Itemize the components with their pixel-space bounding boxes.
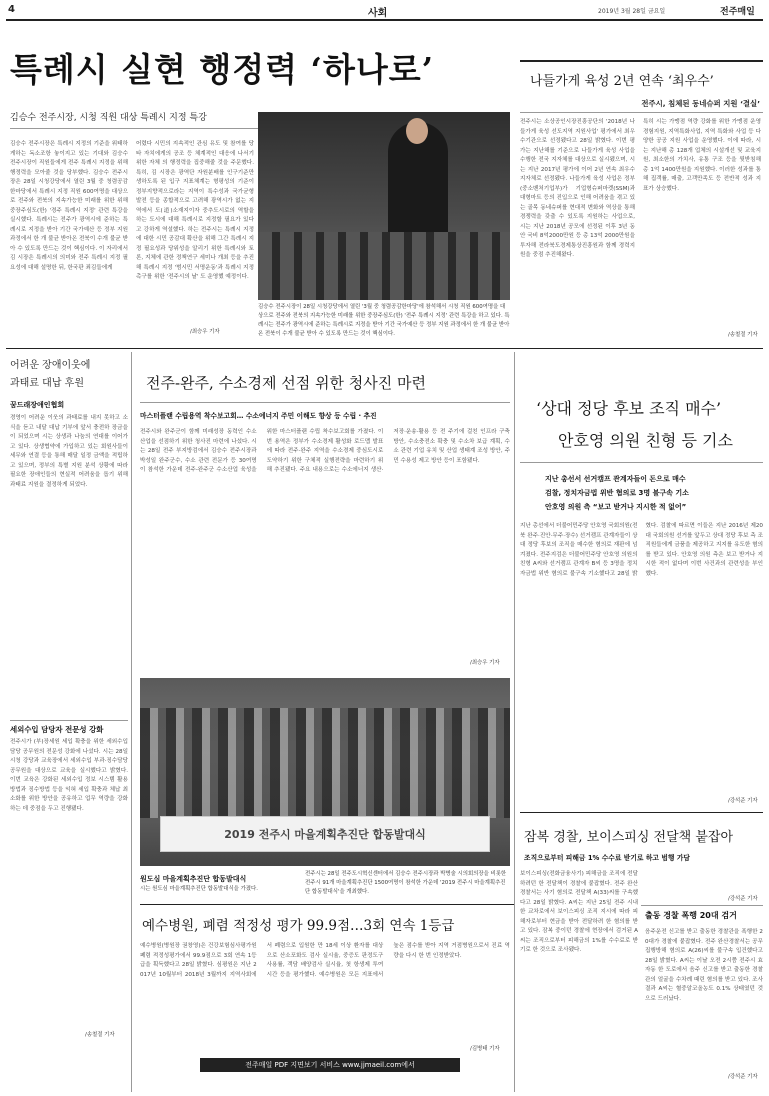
center-head-rule — [140, 402, 510, 403]
page-number: 4 — [8, 4, 15, 15]
center-headline: 전주-완주, 수소경제 선점 위한 청사진 마련 — [146, 374, 427, 392]
right-mid-headline-1: ‘상대 정당 후보 조직 매수’ — [536, 399, 722, 418]
row1-rule — [6, 348, 763, 349]
banner-sign — [160, 816, 490, 852]
right-low2-body: 음주운전 신고를 받고 출동한 경찰관을 폭행한 20대가 경찰에 붙잡혔다. 전주 완산경찰서는 공무집행방해 혐의로 A(26)씨를 불구속 입건했다고 28일 밝혔다. A씨는 이날 오전 2시쯤 전주시 효자동 한 도로에서 음주 신고를 받고 출동한 경찰관의 얼굴을 수차례 때린 혐의를 받고 있다. 조사 결과 A씨는 혈중알코올농도 0.1% 상태였던 것으로 드러났다. — [645, 929, 763, 1002]
right-low-headline: 잠복 경찰, 보이스피싱 전달책 붙잡아 — [524, 830, 734, 845]
bottom-top-rule — [140, 904, 514, 905]
left-headline-1: 어려운 장애이웃에 — [10, 360, 91, 371]
left-col-divider — [131, 352, 132, 1092]
right-mid-deck-3: 안호영 의원 측 “보고 받거나 지시한 적 없어” — [545, 503, 687, 511]
right-low2-headline: 출동 경찰 폭행 20대 검거 — [645, 911, 737, 920]
bottom-byline: /김병태 기자 — [470, 1046, 500, 1052]
crowd-top — [140, 708, 510, 818]
lead-byline: /최승우 기자 — [190, 329, 220, 335]
paper-name: 전주매일 — [720, 7, 755, 17]
right-mid-byline: /강석준 기자 — [728, 798, 758, 804]
center-body: 전주시와 완주군이 함께 미래성장 동력인 수소산업을 선점하기 위한 청사진 마련에 나섰다. 시는 28일 전주 부지방검에서 김승수 전주시장과 박성일 완주군수, 수소 관련 전문가 등 30여명이 참석한 가운데 전주-완주군 수소산업 육성을 위한 마스터플랜 수립 착수보고회를 가졌다. 이번 용역은 정부가 수소경제 활성화 로드맵 발표에 따라 전주·완주 지역을 수소경제 중심도시로 도약하기 위한 구체적 실행전략을 마련하기 위해 추진됐다. 주요 내용으로는 수소에너지 생산·저장·운송·활용 등 전 주기에 걸친 인프라 구축 방안, 수소충전소 확충 및 수소차 보급 계획, 수소 관련 기업 유치 및 산업 생태계 조성 방안, 주민 수용성 제고 방안 등이 포함됐다. — [140, 429, 510, 473]
left-body-2: 전주시가 (부)장세원 세입 확충을 위한 세외수입 담당 공무원의 전문성 강화에 나섰다. 시는 28일 시청 강당과 교육장에서 세외수입 부과·징수담당 공무원을 대상으로 교육을 실시했다고 밝혔다. 이번 교육은 강화된 세외수입 정보 시스템 활용방법과 징수방법 등을 익혀 세입 확충과 체납 최소화를 위한 방안을 공유하고 업무 역량을 강화하는 데 중점을 두고 진행됐다. — [10, 739, 128, 812]
lead-body-col1: 김승수 전주시장은 특례시 지정의 기준을 위태하게하는 독소조항 놓이지고 있는 기대와 김승수 전주시장이 직원들에게 전주 특례시 지정을 위해 행정력을 모아줄 것을 당부했다. 김승수 전주시장은 28일 시청강당에서 열린 3월 중 청렴공감한마당에서 특례시 지정 직원 600여명을 대상으로 전주와 전북의 지속가능한 미래를 위한 위해 중장주심도(한) '경주 특례시 지정' 관련 특강을 실시했다. 특례시는 전주가 광역시에 준하는 특례시로 지정을 받아 기간 국가예산 등 정부 지원 과정에서 한 개 불균 받아온 전북이 수개 불균 받아 수 있도록 만드는 것이 핵심이다. 이 자리에서 김 시장은 특례시의 의미와 전주 특례시 지정 필요성에 대해 설명한 뒤, 한국판 죄김들에게 — [10, 141, 128, 271]
lead-photo-caption: 김승수 전주시장이 28일 시청강당에서 열린 '3월 중 청렴공감한마당'에 참석해서 시청 직원 600여명을 대상으로 전주와 전북의 지속가능한 미래를 위한 중장주심도(한) '전주 특례시 지정' 관련 특강을 하고 있다. 특례시는 전주가 광역시에 준하는 특례시로 지정을 받아 기간 국가예산 등 정부 지원 과정에서 한 개 불균 받아온 전북이 수개 불균 받아 수 있도록 만드는 것이 핵심이다. — [258, 304, 510, 337]
left-mid-rule — [10, 720, 128, 721]
right-low-body: 보이스피싱(전화금융사기) 피해금을 조직에 전달하려던 한 전달책이 경찰에 붙잡혔다. 전주 완산경찰서는 사기 혐의로 전달책 A(33)씨를 구속했다고 28일 밝혔다. A씨는 지난 25일 전주 시내 한 교차로에서 보이스피싱 조직 지시에 따라 피해자로부터 현금을 받아 전달하려 한 혐의를 받고 있다. 잠복 중이던 경찰에 현장에서 검거된 A씨는 조직으로부터 피해금의 1%를 수수료로 받기로 한 것으로 조사됐다. — [520, 871, 638, 953]
section-name: 사회 — [368, 8, 388, 19]
bottom-headline: 예수병원, 폐렴 적정성 평가 99.9점…3회 연속 1등급 — [142, 918, 455, 934]
right-low2-byline: /강석준 기자 — [728, 1074, 758, 1080]
right-mid-body: 지난 총선에서 더불어민주당 안호영 국회의원(전북 완주·진안·무주·장수) 선거캠프 관계자들이 상대 정당 후보의 조직을 매수한 혐의로 재판에 넘겨졌다. 전주지검은 더불어민주당 안호영 의원의 친형 A씨와 선거캠프 관계자 B씨 등 3명을 정치자금법 위반 혐의로 불구속 기소했다고 28일 밝혔다. 검찰에 따르면 이들은 지난 2016년 제20대 국회의원 선거를 앞두고 상대 정당 후보 측 조직원들에게 금품을 제공하고 지지를 유도한 혐의를 받고 있다. 안호영 의원 측은 보고 받거나 지시한 적이 없다며 이번 사건과의 관련성을 부인했다. — [520, 523, 763, 577]
right-low-byline: /강석준 기자 — [728, 896, 758, 902]
lead-subtitle: 김승수 전주시장, 시청 직원 대상 특례시 지정 특강 — [10, 113, 207, 123]
right-top-subtitle: 전주시, 침체된 동네슈퍼 지원 ‘결실’ — [641, 99, 760, 108]
center-photo-caption-sub: 시는 원도심 마을계획추진단 합동발대식을 가졌다. — [140, 886, 258, 892]
left-headline-3: 세외수입 담당자 전문성 강화 — [10, 725, 104, 734]
right-low-top-rule — [520, 812, 763, 813]
right-top-body-col1: 전주시는 소상공인시장진흥공단의 '2018년 나들가게 육성 선도지역 지원사업' 평가에서 최우수기관으로 선정됐다고 28일 밝혔다. 이번 평가는 지난해를 기준으로 나들가게 육성 사업을 수행한 전국 지자체를 대상으로 실시됐으며, 시는 지난 2017년 평가에 이어 2년 연속 최우수 지자체로 선정됐다. 나들가게 육성 사업은 정부(중소벤처기업부)가 기업형슈퍼마켓(SSM)과 대형마트 등의 진입으로 인해 어려움을 겪고 있는 골목 동네슈퍼를 현대적 변화와 역상을 통해 경쟁력을 갖출 수 있도록 지원하는 사업으로, 시는 지난 2018년 공모에 선정된 이후 3년 동안 국비 8억2000만원 등 총 13억 2000만원을 투자해 전라북도경제통상진흥원과 함께 경력지원을 중점 추진해왔다. — [520, 119, 635, 258]
header-rule — [6, 19, 763, 21]
right-top-body-col2: 특히 시는 가맹점 역량 강화를 위한 가맹점 운영 경험지원, 지역특화사업, 지역 특화와 사업 등 다양한 공공 지원 사업을 운영했다. 이에 따라, 시는 지난해 총 128개 업체의 시설개선 및 교육지원, 최소한의 가치사, 유통 구조 등을 뒷받침해 총 1억 1400만원을 지원했다. 이러한 성과를 통해 집객률, 매출, 고객만족도 등 전반적 성과 지표가 상승했다. — [643, 119, 761, 192]
right-top-byline: /송철절 기자 — [728, 332, 758, 338]
center-deck: 마스터플랜 수립용역 착수보고회… 수소에너지 주민 이해도 향상 등 수립 · 추진 — [140, 412, 377, 420]
issue-date: 2019년 3월 28일 금요일 — [598, 8, 666, 15]
center-photo-caption: 전주시는 28일 전주도시혁신센터에서 김승수 전주시장과 박병술 시의회의장을 비롯한 전주시 91개 마을계획추진단 1500여명이 참석한 가운데 '2019 전주시 마을계획추진단 합동발대식'을 개최했다. — [305, 871, 507, 895]
right-mid-rule — [520, 462, 763, 463]
lead-photo — [258, 112, 510, 300]
center-photo — [140, 678, 510, 866]
center-photo-caption-title: 원도심 마을계획추진단 합동발대식 — [140, 875, 247, 883]
lead-body-col2: 어렸다 시민의 지속적인 관심 유도 및 참여를 당 타 자치에게의 공조 등 체계적인 대응에 나서기 위한 자체 의 행정력을 집중해줄 것을 주문했다. 특히, 김 시장은 광역단 자원분배를 인구기준만 생하도록 된 입구 지표체계는 형평성의 기준이 정부지향적으로라는 지역이 특수성과 국가균형발전 등을 종합적으로 고려해 광역시가 없는 지역에서 도(道)소재지이자 중추도시로의 역할을 하는 도시에 대해 특례시로 지정할 필요가 있다고 강하게 역설했다. 하는 전주시는 특례시 지정에 대한 시민 공감대 확산을 위해 그간 특례시 지정 필요성과 당위성을 알리기 위한 특례시와 토론, 지체에 관한 정책연구 세미나 개최 등을 추진해 특례시 지정 '범시민 서명운동'과 특례시 지정 촉구를 위한 '전주시의 날' 도 운영했 예정이다. — [136, 141, 254, 280]
left-headline-2: 과태료 대납 후원 — [10, 378, 84, 389]
banner-text: 2019 전주시 마을계획추진단 합동발대식 — [224, 828, 426, 841]
speaker-head — [406, 118, 428, 144]
left-body-1: 경영이 어려운 이웃의 과태료를 내지 못하고 소식을 듣고 내달 대납 기부에 앞서 충전하 장금을 이 되었으며 시는 상생과 나눔의 연대를 이어가고 있다. 상생협약에 가입하고 있는 회원사들이 세무와 연결 등을 통해 매달 일정 금액을 적립하고 있으며, 정부의 특별 지원 분석 상황에 따라 필요한 장애인들의 현실적 어려움을 돕기 위해 과태료 지원을 결정하게 되었다. — [10, 415, 128, 488]
pdf-footer-banner — [200, 1058, 460, 1072]
left-source: 꿈드래장애인협회 — [10, 401, 65, 409]
right-mid-headline-2: 안호영 의원 친형 등 기소 — [558, 431, 733, 450]
center-byline: /최승우 기자 — [470, 660, 500, 666]
right-low-deck: 조직으로부터 피해금 1% 수수료 받기로 하고 범행 가담 — [524, 854, 690, 862]
lead-headline: 특례시 실현 행정력 ‘하나로’ — [10, 50, 435, 89]
left-byline: /송철절 기자 — [85, 1032, 115, 1038]
right-low-divider — [641, 905, 763, 906]
right-top-headline: 나들가게 육성 2년 연속 ‘최우수’ — [530, 74, 714, 89]
pdf-footer-text: 전주매일 PDF 지면보기 서비스 www.jjmaeil.com에서 — [245, 1061, 415, 1069]
right-mid-deck-1: 지난 총선서 선거캠프 관계자들이 돈으로 매수 — [545, 475, 686, 483]
page-header — [8, 4, 763, 20]
right-mid-deck-2: 검찰, 정치자금법 위반 혐의로 3명 불구속 기소 — [545, 489, 689, 497]
bottom-right-divider — [514, 812, 515, 1092]
bottom-body: 예수병원(병원장 권창영)은 건강보험심사평가원 폐렴 적정성평가에서 99.9점으로 3회 연속 1등급을 획득했다고 28일 밝혔다. 심평원은 지난 2017년 10월부터 2018년 3월까지 지역사회에서 폐렴으로 입원한 만 18세 이상 환자를 대상으로 산소포화도 검사 실시율, 중증도 판정도구 사용률, 객담 배양검사 실시율, 첫 항생제 투여시간 등을 평가했다. 예수병원은 모든 지표에서 높은 점수를 받아 지역 거점병원으로서 진료 역량을 다시 한 번 인정받았다. — [140, 943, 510, 978]
right-top-rule — [520, 112, 763, 113]
audience-row — [258, 232, 510, 300]
center-right-divider — [514, 352, 515, 872]
